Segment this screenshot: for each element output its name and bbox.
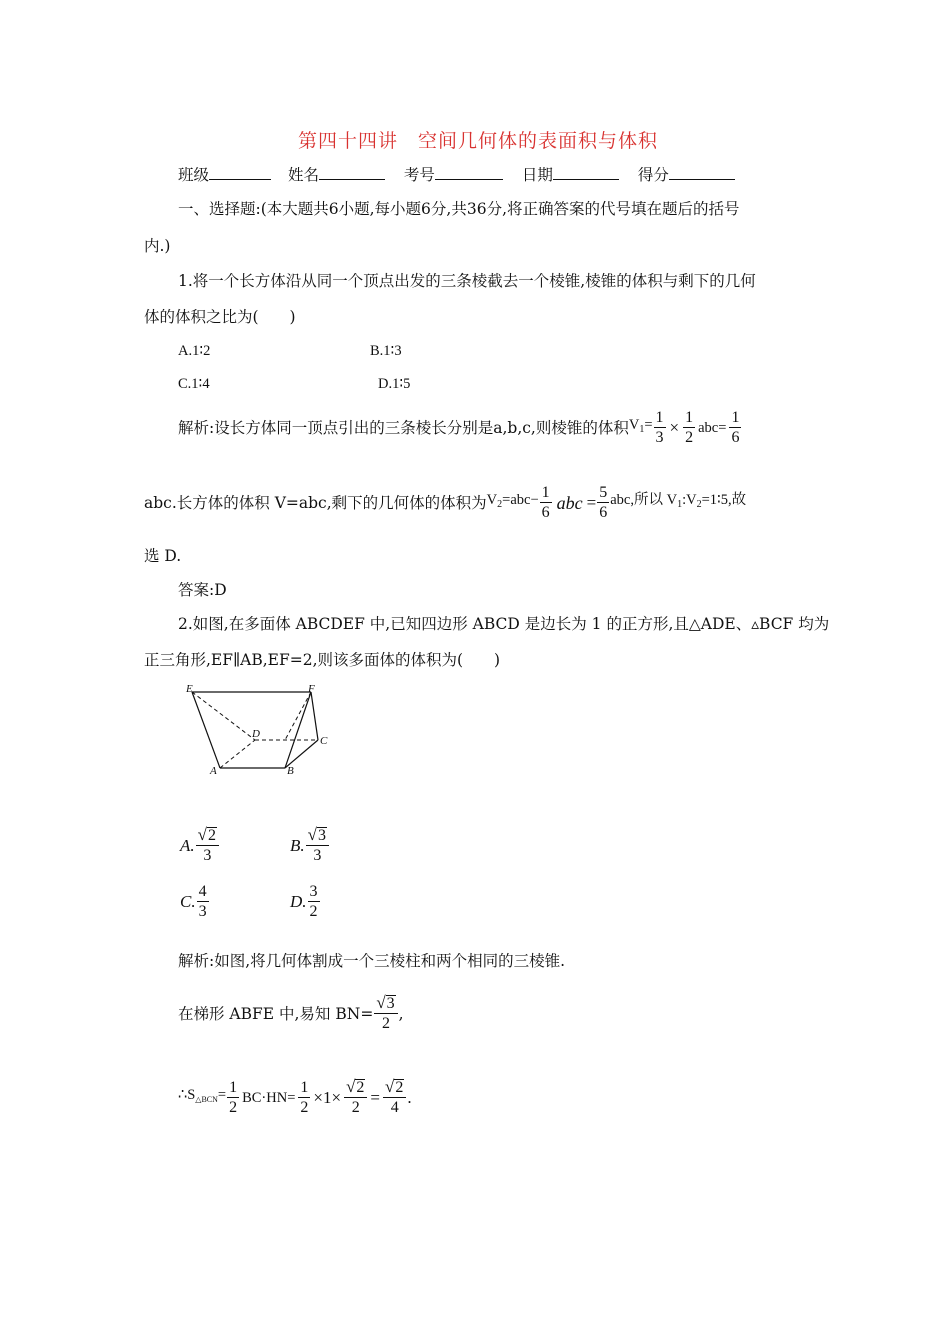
q2-stem-line1: 2.如图,在多面体 ABCDEF 中,已知四边形 ABCD 是边长为 1 的正方形,且△ADE、▵BCF 均为: [178, 615, 830, 633]
q1-frac-1-6: $\frac{1}{6}$: [731, 409, 740, 446]
label-a: A: [210, 765, 217, 777]
polyhedron-figure: [180, 682, 340, 782]
q2-area-symbol: $\therefore S_{\triangle BCN}=$: [178, 1087, 227, 1104]
q1-option-b: B.1∶3: [370, 343, 402, 359]
q1-stem-line2: 体的体积之比为( ): [144, 308, 296, 326]
q1-stem-line1: 1.将一个长方体沿从同一个顶点出发的三条棱截去一个棱锥,棱锥的体积与剩下的几何: [178, 272, 756, 290]
q1-option-a: A.1∶2: [178, 343, 211, 359]
q1-sol-text: 解析:设长方体同一顶点引出的三条棱长分别是a,b,c,则棱锥的体积: [178, 418, 629, 437]
field-name-blank[interactable]: [319, 164, 385, 180]
q1-eq: =: [586, 492, 597, 512]
field-id-blank[interactable]: [435, 164, 503, 180]
field-name-label: 姓名: [287, 166, 319, 184]
edge-ad-hidden: [220, 740, 255, 768]
q2-option-b: B. √ 3 3: [290, 826, 330, 865]
edge-fh-hidden: [285, 692, 311, 740]
label-f: F: [308, 683, 315, 695]
q2-solution-line2: 在梯形 ABFE 中,易知 BN= √ 3 2 ,: [178, 993, 404, 1032]
q1-frac-1-3: $\frac{1}{3}$: [655, 409, 664, 446]
q1-times: ×: [669, 417, 680, 437]
edge-fc: [311, 692, 318, 740]
field-class-label: 班级: [178, 166, 210, 184]
q1-solution-line2: [144, 483, 746, 522]
q1-solution-line3: 选 D.: [144, 547, 182, 565]
label-c: C: [320, 735, 328, 747]
q1-abc-italic: abc: [556, 492, 583, 513]
field-score-label: 得分: [637, 166, 669, 184]
q1-sol-b5: abc,所以 $V_1:V_2=1∶5$,故: [610, 492, 747, 510]
q1-frac-1-2: $\frac{1}{2}$: [685, 409, 694, 446]
q1-frac-5-6: $\frac{5}{6}$: [599, 484, 608, 521]
edge-ea: [192, 692, 220, 768]
q2-option-c: C. $\frac{4}{3}$: [180, 883, 207, 920]
q1-option-c: C.1∶4: [178, 376, 210, 392]
q2-option-d: D. $\frac{3}{2}$: [290, 883, 318, 920]
field-date-blank[interactable]: [553, 164, 619, 180]
q1-sol-v1: $V_1=$: [628, 417, 653, 435]
q2-frac-sqrt3-2: √ 3 2: [374, 994, 397, 1033]
field-score-blank[interactable]: [669, 164, 735, 180]
q1-option-d: D.1∶5: [378, 376, 411, 392]
field-date-label: 日期: [521, 166, 553, 184]
field-class-blank[interactable]: [209, 164, 271, 180]
q2-solution-line1: 解析:如图,将几何体割成一个三棱柱和两个相同的三棱锥.: [178, 952, 566, 970]
page-title: 第四十四讲 空间几何体的表面积与体积: [298, 130, 659, 152]
label-d: D: [252, 728, 260, 740]
q1-sol-b1: abc.长方体的体积 V=abc,剩下的几何体的体积为: [144, 493, 487, 512]
q2-option-a: A. √ 2 3: [180, 826, 220, 865]
section-heading-line2: 内.): [144, 237, 171, 255]
header-fields: [178, 164, 735, 185]
label-b: B: [287, 765, 294, 777]
q1-frac-1-6-b: $\frac{1}{6}$: [541, 484, 550, 521]
field-id-label: 考号: [403, 166, 435, 184]
section-heading-line1: 一、选择题:(本大题共6小题,每小题6分,共36分,将正确答案的代号填在题后的括号: [178, 200, 740, 218]
q1-answer: 答案:D: [178, 581, 227, 599]
label-e: E: [186, 683, 193, 695]
q2-solution-line3: $\therefore S_{\triangle BCN}=$ $\frac{1}{2}$ BC·HN= $\frac{1}{2}$ ×1× √ 2 2 = √ 2 4 .: [178, 1077, 412, 1116]
q2-stem-line2: 正三角形,EF∥AB,EF=2,则该多面体的体积为( ): [144, 651, 501, 669]
q1-solution-line1: [178, 408, 742, 447]
q1-abc-eq: abc=: [698, 419, 727, 436]
q1-sol-v2: $V_2=abc-$: [486, 492, 539, 510]
